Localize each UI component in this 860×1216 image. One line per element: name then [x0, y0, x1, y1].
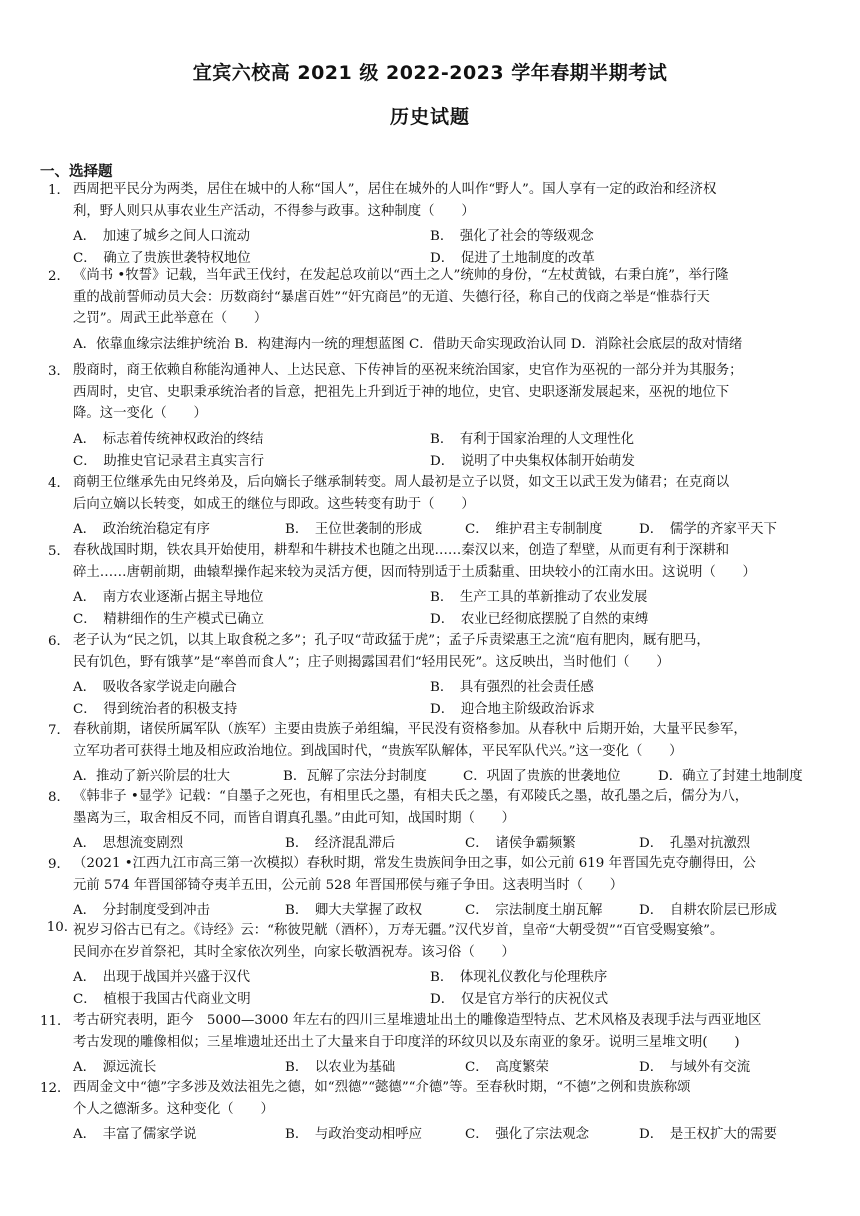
options	[73, 899, 833, 921]
question-number: 11．	[40, 1014, 71, 1029]
answer-option: A． 政治统治稳定有序	[73, 522, 210, 537]
options	[73, 333, 833, 355]
stem-line: 元前 574 年晋国郤锜夺夷羊五田，公元前 528 年晋国邢侯与雍子争田。这表明当时（ ）	[73, 877, 624, 893]
answer-option: A． 吸收各家学说走向融合	[73, 680, 237, 695]
answer-option: D． 迎合地主阶级政治诉求	[430, 702, 595, 717]
exam-title: 宜宾六校高 2021 级 2022-2023 学年春期半期考试	[192, 62, 668, 84]
question-number: 7．	[48, 723, 70, 738]
answer-option: A．推动了新兴阶层的壮大	[73, 769, 230, 784]
stem-line: 降。这一变化（ ）	[73, 406, 207, 421]
answer-option: D． 农业已经彻底摆脱了自然的束缚	[430, 612, 649, 627]
answer-option: B． 经济混乱滞后	[285, 836, 396, 851]
question-stem	[73, 179, 823, 222]
option-row	[73, 608, 833, 630]
section-heading: 一、选择题	[40, 164, 113, 180]
option-row	[73, 333, 833, 355]
stem-line: 民有饥色，野有饿莩”是“率兽而食人”；庄子则揭露国君们“轻用民死”。这反映出，当时他们（ ）	[73, 654, 670, 670]
question-stem	[73, 630, 823, 673]
stem-line: 殷商时，商王依赖自称能沟通神人、上达民意、下传神旨的巫祝来统治国家，史官作为巫祝的一部分并为其服务；	[73, 363, 743, 378]
question-number: 2．	[48, 269, 70, 284]
question-number: 8．	[48, 790, 70, 805]
option-row	[73, 450, 833, 472]
stem-line: 考古研究表明，距今 5000—3000 年左右的四川三星堆遗址出土的雕像造型特点、艺术风格及表现手法与西亚地区	[73, 1013, 762, 1028]
answer-option: B． 具有强烈的社会责任感	[430, 680, 594, 695]
option-row	[73, 518, 833, 540]
stem-line: 利，野人则只从事农业生产活动，不得参与政事。这种制度（ ）	[73, 203, 475, 219]
question-stem	[73, 920, 823, 963]
stem-line: 西周把平民分为两类，居住在城中的人称“国人”，居住在城外的人叫作“野人”。国人享有一定的政治和经济权	[73, 182, 717, 197]
stem-line: 西周金文中“德”字多涉及效法祖先之德，如“烈德”“懿德”“介德”等。至春秋时期，“不德”之例和贵族称颂	[73, 1080, 691, 1095]
answer-option: C． 高度繁荣	[465, 1060, 549, 1075]
option-row	[73, 832, 833, 854]
question-number: 5．	[48, 544, 70, 559]
answer-option: C． 得到统治者的积极支持	[73, 702, 238, 717]
stem-line: 碎土……唐朝前期，曲辕犁操作起来较为灵活方便，因而特别适于土质黏重、田块较小的江南水田。这说明（ ）	[73, 564, 756, 580]
question-number: 4．	[48, 476, 70, 491]
answer-option: D． 自耕农阶层已形成	[639, 903, 777, 918]
question-number: 1．	[48, 183, 70, 198]
stem-line: 《韩非子 •显学》记载：“自墨子之死也，有相里氏之墨，有相夫氏之墨，有邓陵氏之墨，故孔墨之后，儒分为八，	[73, 789, 749, 804]
option-row	[73, 225, 833, 247]
answer-option: D． 说明了中央集权体制开始萌发	[430, 453, 635, 469]
options	[73, 1056, 833, 1078]
question-stem	[73, 472, 823, 515]
answer-option: B． 有利于国家治理的人文理性化	[430, 431, 634, 447]
stem-line: 之罚”。周武王此举意在（ ）	[73, 311, 268, 326]
stem-line: 民间亦在岁首祭祀，其时全家依次列坐，向家长敬酒祝寿。该习俗（ ）	[73, 944, 515, 960]
options	[73, 428, 833, 472]
stem-line: 个人之德渐多。这种变化（ ）	[73, 1101, 274, 1117]
answer-option: B． 以农业为基础	[285, 1060, 396, 1075]
answer-option: B．瓦解了宗法分封制度	[283, 769, 427, 784]
answer-option: D． 与域外有交流	[639, 1060, 751, 1075]
answer-option: A． 思想流变剧烈	[73, 836, 184, 851]
stem-line: 墨离为三，取舍相反不同，而皆自谓真孔墨。”由此可知，战国时期（ ）	[73, 810, 516, 826]
option-row	[73, 765, 833, 787]
options	[73, 676, 833, 720]
question-stem	[73, 786, 823, 829]
answer-option: C． 强化了宗法观念	[465, 1127, 590, 1142]
options	[73, 518, 833, 540]
question-number: 9．	[48, 857, 70, 872]
answer-option: D． 仅是官方举行的庆祝仪式	[430, 992, 609, 1007]
option-row	[73, 1056, 833, 1078]
answer-option: D． 儒学的齐家平天下	[639, 522, 777, 537]
options	[73, 966, 833, 1010]
answer-option: A． 丰富了儒家学说	[73, 1127, 197, 1142]
answer-option: C． 诸侯争霸频繁	[465, 836, 576, 851]
options	[73, 225, 833, 269]
option-row	[73, 676, 833, 698]
answer-option: B． 卿大夫掌握了政权	[285, 903, 423, 918]
answer-option: A． 标志着传统神权政治的终结	[73, 431, 264, 447]
option-row	[73, 988, 833, 1010]
question-number: 10.	[46, 920, 68, 935]
answer-option: B． 与政治变动相呼应	[285, 1127, 423, 1142]
answer-option: C． 助推史官记录君主真实言行	[73, 453, 265, 469]
answer-option: B． 强化了社会的等级观念	[430, 229, 594, 244]
answer-option: D． 孔墨对抗激烈	[639, 836, 751, 851]
stem-line: 立军功者可获得土地及相应政治地位。到战国时代，“贵族军队解体，平民军队代兴。”这一变化（ ）	[73, 743, 683, 759]
stem-line: 祝岁习俗古已有之。《诗经》云：“称彼兕觥（酒杯），万寿无疆。”汉代岁首，皇帝“大朝受贺”“百官受赐宴飨”。	[73, 923, 724, 938]
options	[73, 586, 833, 630]
answer-option: C． 精耕细作的生产模式已确立	[73, 612, 265, 627]
answer-option: A． 分封制度受到冲击	[73, 903, 210, 918]
question-number: 3．	[48, 364, 70, 379]
stem-line: 商朝王位继承先由兄终弟及，后向嫡长子继承制转变。周人最初是立子以贤，如文王以武王发为储君；在克商以	[73, 475, 730, 490]
answer-option: A． 源远流长	[73, 1060, 157, 1075]
question-stem	[73, 540, 823, 583]
stem-line: 西周时，史官、史职秉承统治者的旨意，把祖先上升到近于神的地位，史官、史职逐渐发展起来，巫祝的地位下	[73, 384, 730, 400]
question-number: 6．	[48, 634, 70, 649]
option-row	[73, 698, 833, 720]
answer-option: A． 加速了城乡之间人口流动	[73, 229, 251, 244]
question-stem	[73, 853, 823, 896]
stem-line: 老子认为“民之饥，以其上取食税之多”；孔子叹“苛政猛于虎”；孟子斥责梁惠王之流“庖有肥肉，厩有肥马，	[73, 633, 710, 648]
answer-option: D．确立了封建土地制度	[658, 769, 803, 784]
options	[73, 1123, 833, 1145]
question-stem	[73, 719, 823, 762]
option-row	[73, 899, 833, 921]
answer-option: B． 体现礼仪教化与伦理秩序	[430, 970, 608, 985]
answer-option: A． 南方农业逐渐占据主导地位	[73, 590, 264, 605]
answer-option: C． 宗法制度土崩瓦解	[465, 903, 603, 918]
stem-line: 考古发现的雕像相似；三星堆遗址还出土了大量来自于印度洋的环纹贝以及东南亚的象牙。说明三星堆文明( )	[73, 1034, 740, 1050]
exam-subtitle: 历史试题	[389, 106, 470, 128]
stem-line: 春秋前期，诸侯所属军队（族军）主要由贵族子弟组编，平民没有资格参加。从春秋中 后期开始，大量平民参军，	[73, 722, 747, 737]
options	[73, 765, 833, 787]
option-row	[73, 966, 833, 988]
answer-option: C． 维护君主专制制度	[465, 522, 603, 537]
answer-option: C． 植根于我国古代商业文明	[73, 992, 251, 1007]
answer-option: D． 是王权扩大的需要	[639, 1127, 777, 1142]
question-number: 12．	[40, 1081, 71, 1096]
answer-option: B． 王位世袭制的形成	[285, 522, 423, 537]
question-stem	[73, 1077, 823, 1120]
answer-option: D． 促进了土地制度的改革	[430, 251, 595, 266]
answer-option: A．依靠血缘宗法维护统治 B．构建海内一统的理想蓝图 C．借助天命实现政治认同 D．消除社会底层的敌对情绪	[73, 336, 743, 352]
question-stem	[73, 1010, 823, 1053]
stem-line: 重的战前誓师动员大会：历数商纣“暴虐百姓”“奸宄商邑”的无道、失德行径，称自己的伐商之举是“惟恭行天	[73, 289, 710, 305]
option-row	[73, 586, 833, 608]
option-row	[73, 1123, 833, 1145]
stem-line: 后向立嫡以长转变，如成王的继位与即政。这些转变有助于（ ）	[73, 496, 475, 512]
answer-option: A． 出现于战国并兴盛于汉代	[73, 970, 251, 985]
option-row	[73, 428, 833, 450]
answer-option: C．巩固了贵族的世袭地位	[463, 769, 621, 784]
stem-line: 春秋战国时期，铁农具开始使用，耕犁和牛耕技术也随之出现……秦汉以来，创造了犁壁，从而更有利于深耕和	[73, 543, 730, 558]
options	[73, 832, 833, 854]
question-stem	[73, 360, 823, 425]
answer-option: C． 确立了贵族世袭特权地位	[73, 251, 251, 266]
answer-option: B． 生产工具的革新推动了农业发展	[430, 590, 648, 605]
stem-line: （2021 •江西九江市高三第一次模拟）春秋时期，常发生贵族间争田之事，如公元前 619 年晋国先克夺蒯得田，公	[73, 856, 756, 871]
question-stem	[73, 265, 823, 330]
stem-line: 《尚书 •牧誓》记载，当年武王伐纣，在发起总攻前以“西土之人”统帅的身份，“左杖黄钺，右秉白旄”，举行隆	[73, 268, 729, 283]
